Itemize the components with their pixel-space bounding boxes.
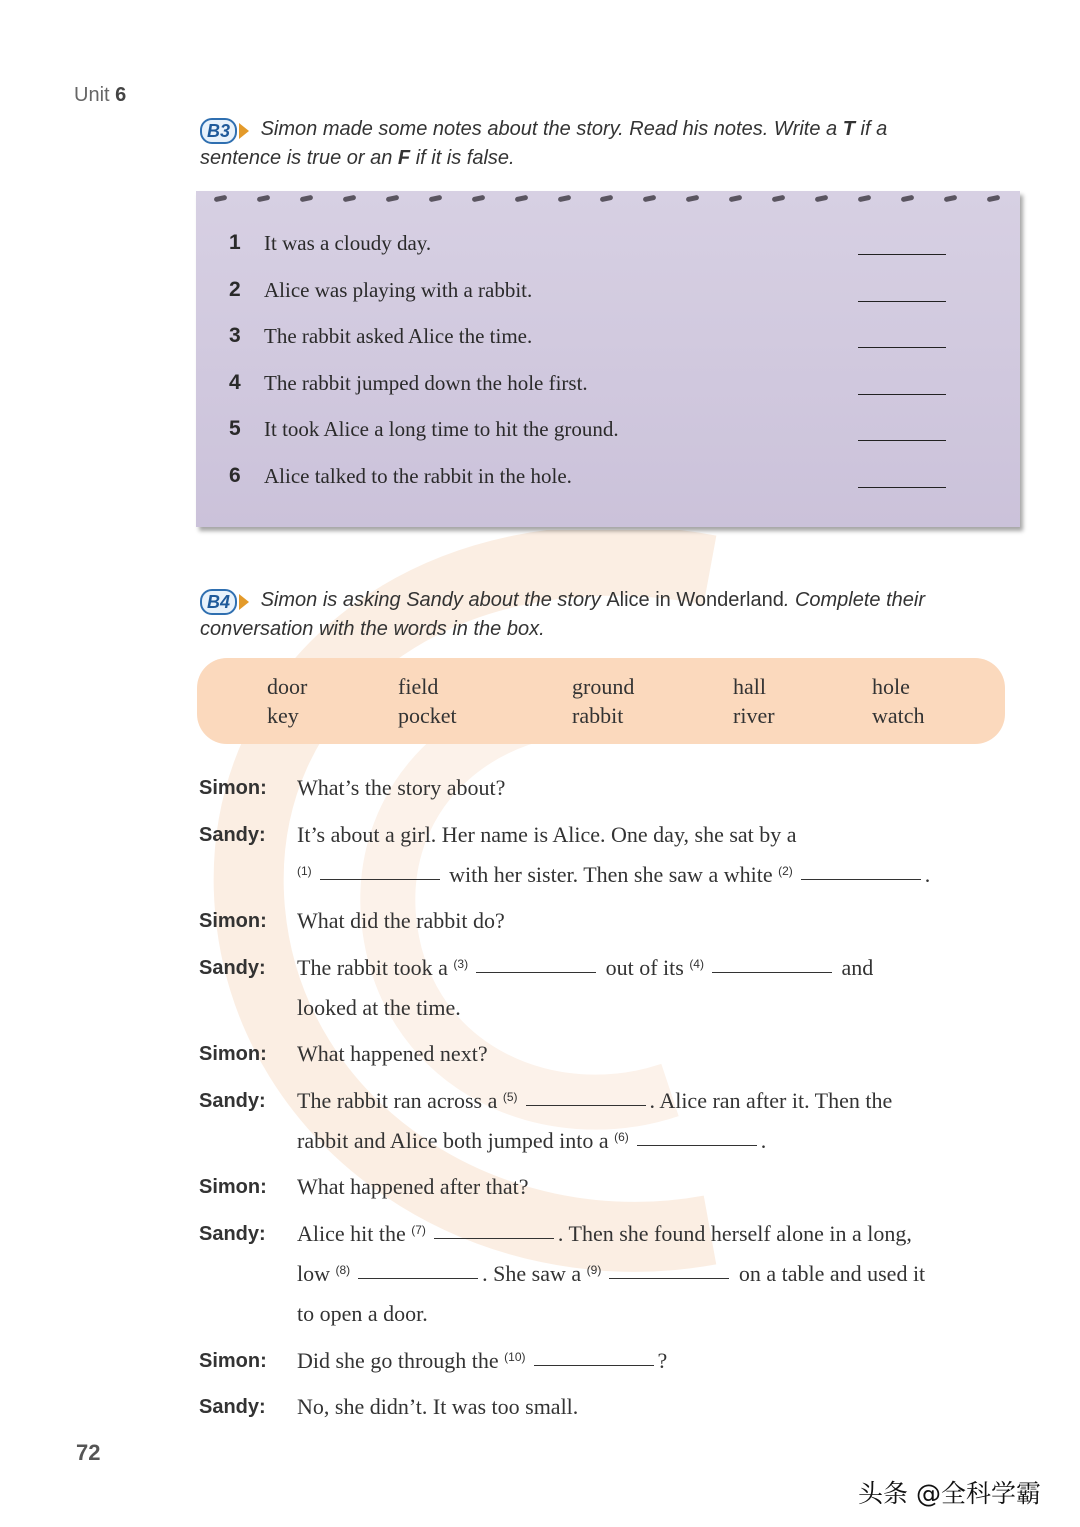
blank-number: (9) bbox=[586, 1263, 602, 1277]
b4-badge-label: B4 bbox=[200, 589, 237, 615]
b4-badge bbox=[200, 589, 249, 615]
watermark: 头条 @全科学霸 bbox=[858, 1479, 1041, 1508]
b3-badge-label: B3 bbox=[200, 118, 237, 144]
dialog-text: . Alice ran after it. Then the bbox=[649, 1088, 893, 1113]
fill-blank-7[interactable] bbox=[434, 1237, 554, 1239]
blank-number: (8) bbox=[335, 1263, 351, 1277]
unit-header bbox=[74, 84, 126, 107]
dialog-line: It’s about a girl. Her name is Alice. One day, she sat by a bbox=[297, 822, 797, 847]
dialog-line bbox=[297, 1261, 925, 1287]
b3-badge bbox=[200, 118, 249, 144]
speaker-simon: Simon: bbox=[199, 777, 267, 799]
note-row bbox=[196, 464, 1020, 511]
speaker-sandy: Sandy: bbox=[199, 957, 266, 979]
dialog-line: $^{(1)}$ with her sister. Then she saw a white $^{(2)}$ . bbox=[297, 862, 931, 887]
fill-blank-1[interactable] bbox=[320, 878, 440, 880]
unit-label: Unit bbox=[74, 84, 110, 106]
dialog-line: looked at the time. bbox=[297, 995, 461, 1020]
word-option: door bbox=[267, 674, 308, 699]
dialog-text: low bbox=[297, 1261, 330, 1286]
word-option: rabbit bbox=[572, 703, 624, 728]
note-text: It took Alice a long time to hit the ground. bbox=[264, 417, 619, 442]
word-option: field bbox=[398, 674, 439, 699]
answer-blank[interactable] bbox=[858, 253, 946, 255]
dialog-text: . She saw a bbox=[482, 1261, 582, 1286]
blank-number: (4) bbox=[689, 957, 704, 971]
b3-instruction-part-b: if a sentence is true or an bbox=[200, 118, 888, 169]
b3-instruction-f: F bbox=[397, 147, 411, 169]
answer-blank[interactable] bbox=[858, 300, 946, 302]
note-row bbox=[196, 231, 1020, 278]
notes-list bbox=[196, 231, 1020, 511]
fill-blank-9[interactable] bbox=[609, 1277, 729, 1279]
answer-blank[interactable] bbox=[858, 439, 946, 441]
notes-notepad bbox=[196, 191, 1020, 527]
notepad-binding-holes bbox=[214, 196, 1000, 206]
note-number: 5 bbox=[229, 417, 241, 441]
note-row bbox=[196, 417, 1020, 464]
note-number: 1 bbox=[229, 231, 241, 254]
note-text: Alice talked to the rabbit in the hole. bbox=[264, 463, 572, 488]
page-number: 72 bbox=[76, 1440, 101, 1465]
note-number: 3 bbox=[229, 324, 241, 348]
play-arrow-icon bbox=[239, 123, 249, 139]
answer-blank[interactable] bbox=[858, 346, 946, 348]
word-option: river bbox=[733, 703, 775, 728]
fill-blank-2[interactable] bbox=[801, 878, 921, 880]
fill-blank-5[interactable] bbox=[526, 1104, 646, 1106]
b4-instruction bbox=[200, 586, 970, 644]
dialog-text: and bbox=[841, 955, 874, 980]
unit-number: 6 bbox=[115, 84, 127, 106]
word-option: hall bbox=[733, 674, 766, 699]
dialog-text: rabbit and Alice both jumped into a bbox=[297, 1128, 609, 1153]
blank-number: (6) bbox=[614, 1130, 629, 1144]
word-option: ground bbox=[572, 674, 635, 699]
note-text: It was a cloudy day. bbox=[264, 231, 432, 255]
blank-number: (3) bbox=[453, 957, 469, 971]
dialog-text: with her sister. Then she saw a white bbox=[449, 862, 773, 887]
fill-blank-8[interactable] bbox=[358, 1277, 478, 1279]
play-arrow-icon bbox=[239, 594, 249, 610]
dialog-line: rabbit and Alice both jumped into a $^{(6)}$ . bbox=[297, 1128, 767, 1153]
dialog-text: The rabbit took a bbox=[297, 955, 448, 980]
b4-instruction-part-a: Simon is asking Sandy about the story bbox=[260, 589, 601, 611]
b3-instruction-part-c: if it is false. bbox=[415, 147, 515, 169]
word-option: key bbox=[267, 703, 299, 728]
speaker-simon: Simon: bbox=[199, 1176, 267, 1198]
fill-blank-4[interactable] bbox=[712, 971, 832, 973]
note-number: 4 bbox=[229, 370, 241, 394]
dialog-line bbox=[297, 1221, 912, 1247]
speaker-simon: Simon: bbox=[199, 1043, 267, 1065]
fill-blank-10[interactable] bbox=[534, 1364, 654, 1366]
b3-instruction-part-a: Simon made some notes about the story. Read his notes. Write a bbox=[260, 118, 838, 140]
blank-number: (7) bbox=[411, 1223, 426, 1237]
speaker-sandy: Sandy: bbox=[199, 1090, 266, 1112]
b3-instruction bbox=[200, 115, 970, 173]
speaker-simon: Simon: bbox=[199, 1350, 267, 1372]
dialog-line: What did the rabbit do? bbox=[297, 908, 505, 933]
b4-instruction-story-title: Alice in Wonderland bbox=[606, 589, 784, 611]
note-text: The rabbit jumped down the hole first. bbox=[264, 370, 588, 395]
word-option: pocket bbox=[398, 703, 457, 728]
blank-number: (1) bbox=[297, 864, 312, 878]
note-row bbox=[196, 324, 1020, 371]
dialog-line: What happened after that? bbox=[297, 1174, 529, 1199]
word-option: hole bbox=[872, 674, 910, 699]
note-row bbox=[196, 371, 1020, 418]
b4-instruction-part-b: . Complete their conversation with the words in the box. bbox=[200, 589, 926, 640]
dialog-text: on a table and used it bbox=[738, 1261, 926, 1286]
dialog-line bbox=[297, 1088, 892, 1114]
note-number: 2 bbox=[229, 277, 241, 301]
dialog-line: No, she didn’t. It was too small. bbox=[297, 1394, 579, 1419]
note-row bbox=[196, 278, 1020, 325]
answer-blank[interactable] bbox=[858, 486, 946, 488]
b3-instruction-t: T bbox=[842, 118, 855, 140]
word-box bbox=[197, 658, 1005, 744]
dialog-text: Alice hit the bbox=[297, 1221, 406, 1246]
blank-number: (2) bbox=[778, 864, 793, 878]
speaker-simon: Simon: bbox=[199, 910, 267, 932]
speaker-sandy: Sandy: bbox=[199, 1396, 266, 1418]
blank-number: (10) bbox=[504, 1350, 526, 1364]
note-text: The rabbit asked Alice the time. bbox=[264, 324, 533, 349]
fill-blank-3[interactable] bbox=[476, 971, 596, 973]
dialog-text: The rabbit ran across a bbox=[297, 1088, 498, 1113]
blank-number: (5) bbox=[502, 1090, 518, 1104]
note-text: Alice was playing with a rabbit. bbox=[264, 277, 533, 302]
dialog-line: Did she go through the $^{(10)}$ ? bbox=[297, 1348, 668, 1373]
dialog-line bbox=[297, 955, 873, 981]
fill-blank-6[interactable] bbox=[637, 1144, 757, 1146]
dialog-line: What happened next? bbox=[297, 1041, 488, 1066]
answer-blank[interactable] bbox=[858, 393, 946, 395]
word-option: watch bbox=[872, 703, 925, 728]
dialog-line: to open a door. bbox=[297, 1301, 428, 1326]
dialog-text: . Then she found herself alone in a long, bbox=[557, 1221, 912, 1246]
dialog-text: out of its bbox=[605, 955, 684, 980]
note-number: 6 bbox=[229, 463, 241, 487]
dialog-text: Did she go through the bbox=[297, 1348, 499, 1373]
speaker-sandy: Sandy: bbox=[199, 1223, 266, 1245]
speaker-sandy: Sandy: bbox=[199, 824, 266, 846]
dialog-line: What’s the story about? bbox=[297, 775, 506, 800]
